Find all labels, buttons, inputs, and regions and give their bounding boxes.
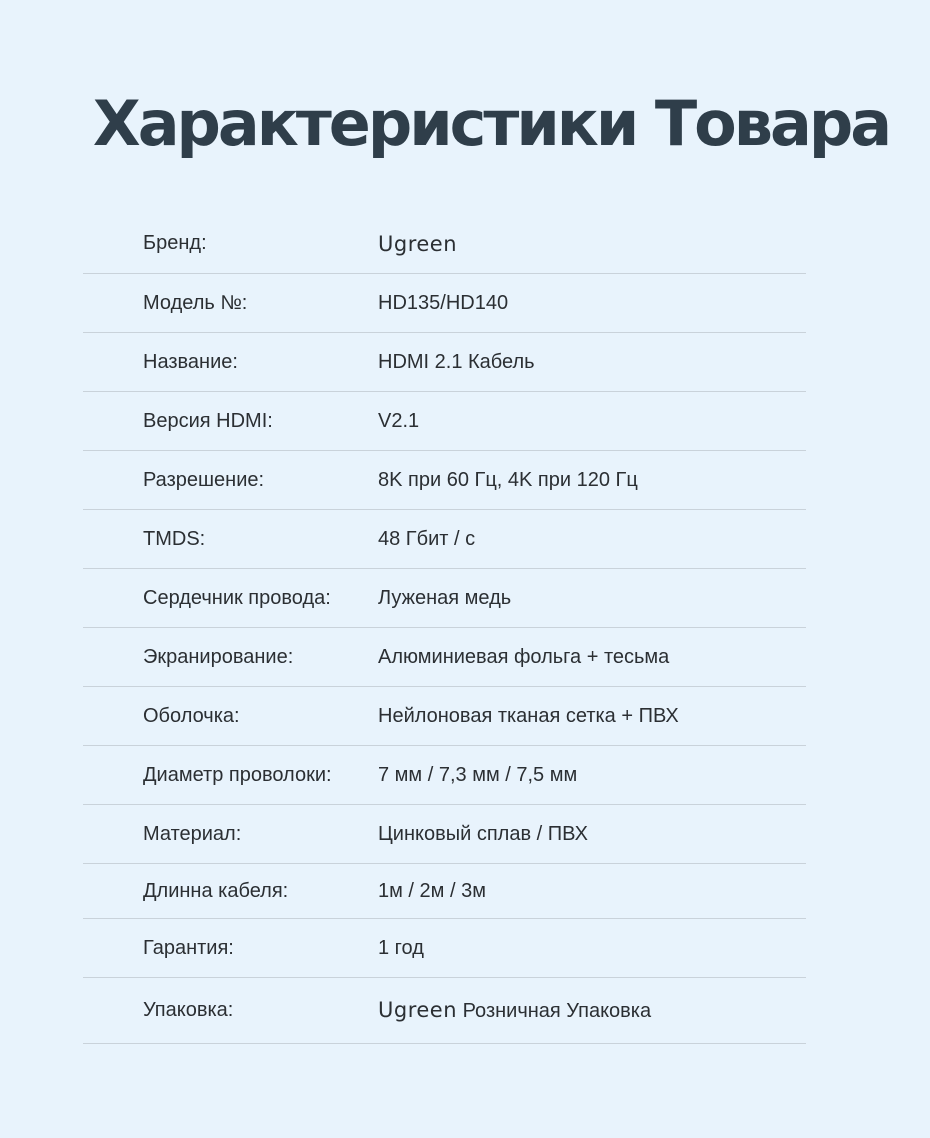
spec-value-rest: Розничная Упаковка — [457, 1000, 652, 1022]
spec-label: TMDS: — [143, 527, 206, 550]
spec-value: V2.1 — [378, 409, 420, 432]
spec-row-shielding — [83, 628, 806, 687]
spec-value: 1м / 2м / 3м — [378, 879, 486, 902]
spec-label: Модель №: — [143, 291, 248, 314]
spec-row-name — [83, 333, 806, 392]
spec-row-length — [83, 864, 806, 919]
spec-row-brand — [83, 214, 806, 274]
spec-row-material — [83, 805, 806, 864]
spec-value: Ugreen — [378, 231, 458, 256]
spec-label: Гарантия: — [143, 936, 234, 959]
spec-row-packaging — [83, 978, 806, 1044]
spec-value — [378, 998, 651, 1023]
spec-value: HDMI 2.1 Кабель — [378, 350, 535, 373]
spec-row-model — [83, 274, 806, 333]
spec-label: Сердечник провода: — [143, 586, 331, 609]
spec-row-hdmi-version — [83, 392, 806, 451]
spec-label: Бренд: — [143, 232, 207, 254]
spec-value: 8K при 60 Гц, 4K при 120 Гц — [378, 468, 638, 491]
spec-value-brand: Ugreen — [378, 998, 458, 1022]
spec-label: Версия HDMI: — [143, 409, 273, 432]
spec-value: HD135/HD140 — [378, 291, 509, 314]
spec-value: Алюминиевая фольга + тесьма — [378, 645, 670, 668]
spec-label: Упаковка: — [143, 999, 234, 1021]
spec-label: Материал: — [143, 822, 242, 845]
spec-label: Экранирование: — [143, 645, 294, 668]
spec-row-resolution — [83, 451, 806, 510]
spec-row-wire-core — [83, 569, 806, 628]
spec-label: Оболочка: — [143, 704, 240, 727]
spec-label: Диаметр проволоки: — [143, 763, 332, 786]
spec-table — [83, 214, 806, 1044]
spec-value: Нейлоновая тканая сетка + ПВХ — [378, 704, 679, 727]
spec-row-jacket — [83, 687, 806, 746]
spec-label: Название: — [143, 350, 238, 373]
spec-value: 7 мм / 7,3 мм / 7,5 мм — [378, 763, 578, 786]
spec-row-warranty — [83, 919, 806, 978]
spec-row-diameter — [83, 746, 806, 805]
spec-row-tmds — [83, 510, 806, 569]
spec-value: 1 год — [378, 936, 424, 959]
page-title: Характеристики Товара — [92, 87, 890, 160]
spec-value: 48 Гбит / с — [378, 527, 476, 550]
spec-label: Длинна кабеля: — [143, 879, 289, 902]
spec-value: Луженая медь — [378, 586, 512, 609]
spec-label: Разрешение: — [143, 468, 265, 491]
spec-value: Цинковый сплав / ПВХ — [378, 822, 588, 845]
